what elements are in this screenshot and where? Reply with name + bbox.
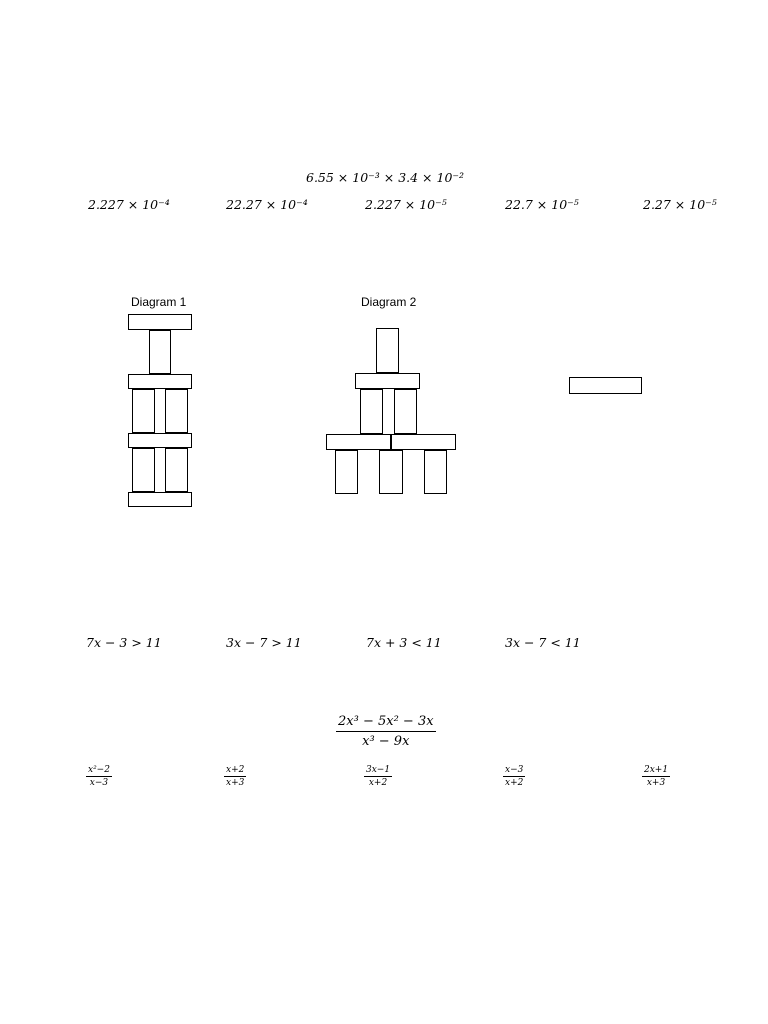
diagram-1-top-slab <box>128 314 192 330</box>
q4-option-2-denominator: x+3 <box>226 778 245 788</box>
diagram-1-upper-slab <box>128 374 192 389</box>
diagram-2-top-pillar <box>376 328 399 373</box>
q4-option-2 <box>224 760 246 788</box>
diagram-2-lower-slab-left <box>326 434 391 450</box>
diagram-1-label: Diagram 1 <box>131 295 187 309</box>
q4-prompt-numerator: 2x³ − 5x² − 3x <box>338 714 434 729</box>
q4-option-3-numerator: 3x−1 <box>366 765 391 775</box>
q3-option-4: 3x − 7 < 11 <box>505 635 581 650</box>
q4-option-4 <box>503 760 525 788</box>
diagram-2-leg <box>335 450 358 494</box>
q4-prompt-denominator: x³ − 9x <box>362 734 410 749</box>
q1-option-5: 2.27 × 10⁻⁵ <box>643 197 717 212</box>
q4-option-4-numerator: x−3 <box>505 765 524 775</box>
single-block <box>569 377 642 394</box>
q1-option-2: 22.27 × 10⁻⁴ <box>226 197 308 212</box>
q1-option-1: 2.227 × 10⁻⁴ <box>88 197 170 212</box>
diagram-2-leg <box>379 450 403 494</box>
q3-option-1: 7x − 3 > 11 <box>86 635 162 650</box>
diagram-1-pillar <box>165 389 188 433</box>
q4-prompt <box>336 713 436 749</box>
diagram-2-lower-slab-right <box>391 434 456 450</box>
q4-option-3 <box>364 760 392 788</box>
diagram-2-label: Diagram 2 <box>361 295 417 309</box>
q4-option-5 <box>642 760 670 788</box>
q4-option-2-numerator: x+2 <box>226 765 245 775</box>
q4-option-1-denominator: x−3 <box>89 778 109 788</box>
q4-option-1-numerator: x²−2 <box>88 765 110 775</box>
q4-option-5-numerator: 2x+1 <box>644 765 669 775</box>
diagram-2-pillar <box>394 389 417 434</box>
diagram-2-pillar <box>360 389 383 434</box>
diagram-1-center-pillar <box>149 330 171 374</box>
diagram-1-middle-slab <box>128 433 192 448</box>
q4-option-1 <box>86 760 112 788</box>
diagram-1-pillar <box>132 448 155 492</box>
diagram-1-pillar <box>165 448 188 492</box>
q4-option-5-denominator: x+3 <box>646 778 666 788</box>
q4-option-3-denominator: x+2 <box>368 778 388 788</box>
diagram-2-leg <box>424 450 447 494</box>
q1-option-4: 22.7 × 10⁻⁵ <box>505 197 579 212</box>
diagram-1-bottom-slab <box>128 492 192 507</box>
q3-option-2: 3x − 7 > 11 <box>226 635 302 650</box>
diagram-1-pillar <box>132 389 155 433</box>
q1-prompt: 6.55 × 10⁻³ × 3.4 × 10⁻² <box>306 170 465 185</box>
diagram-2-upper-slab <box>355 373 420 389</box>
q4-option-4-denominator: x+2 <box>505 778 524 788</box>
q1-option-3: 2.227 × 10⁻⁵ <box>365 197 447 212</box>
q3-option-3: 7x + 3 < 11 <box>366 635 442 650</box>
